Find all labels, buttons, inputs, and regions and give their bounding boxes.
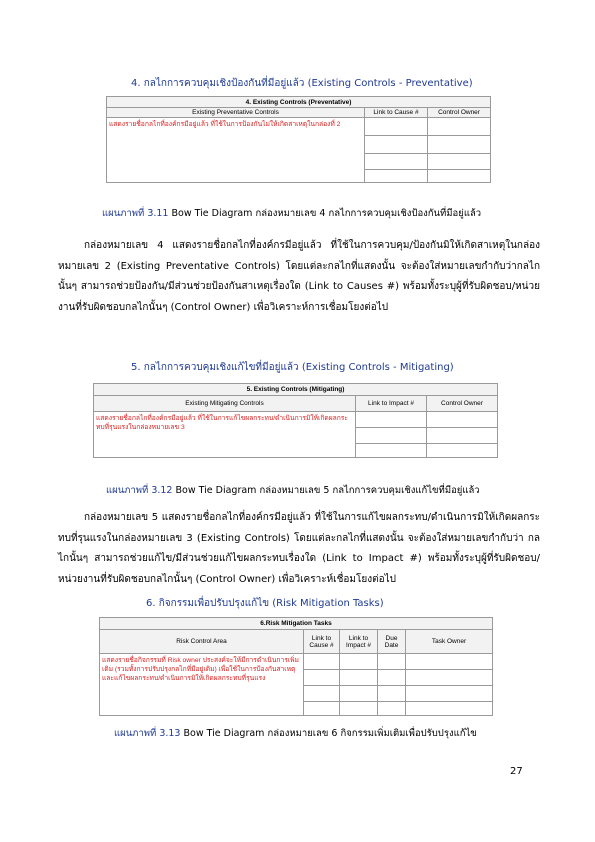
column-header: Existing Mitigating Controls xyxy=(94,396,356,412)
table-cell xyxy=(356,428,427,444)
column-header: Link to Impact # xyxy=(356,396,427,412)
column-header: Existing Preventative Controls xyxy=(107,108,365,118)
section-5-heading: 5. กลไกการควบคุมเชิงแก้ไขที่มีอยู่แล้ว (Existing Controls - Mitigating) xyxy=(131,362,454,373)
table-cell xyxy=(340,654,378,670)
existing-preventative-controls-table xyxy=(106,96,491,183)
table-cell xyxy=(427,412,498,428)
column-header: Control Owner xyxy=(427,396,498,412)
table-cell xyxy=(378,670,406,686)
paragraph-text: กล่องหมายเลข 5 แสดงรายชื่อกลไกที่องค์กรมีอยู่แล้ว ที่ใช้ในการแก้ไขผลกระทบ/ดำเนินการมิให้เกิดผลกระทบที่รุนแรงในกล่องหมายเลข 3 (Existing Controls) โดยแต่ละกลไกที่แสดงนั้น จะต้องใส่หมายเลขกำกับว่า กลไกนั้นๆ สามารถช่วยแก้ไข/มีส่วนช่วยแก้ไขผลกระทบเรื่องใด (Link to Impact #) พร้อมทั้งระบุผู้ที่รับผิดชอบ/หน่วยงานที่รับผิดชอบกลไกนั้นๆ (Control Owner) เพื่อวิเคราะห์เชื่อมโยงต่อไป xyxy=(58,512,540,585)
paragraph-box-5 xyxy=(58,508,540,590)
table-note: แสดงรายชื่อกลไกที่องค์กรมีอยู่แล้ว ที่ใช้ในการป้องกันไม่ให้เกิดสาเหตุในกล่องที่ 2 xyxy=(107,118,365,183)
caption-text: Bow Tie Diagram กล่องหมายเลข 6 กิจกรรมเพิ่มเติมเพื่อปรับปรุงแก้ไข xyxy=(183,728,477,739)
table-cell xyxy=(406,654,493,670)
table-title: 4. Existing Controls (Preventative) xyxy=(107,97,491,108)
table-cell xyxy=(406,670,493,686)
table-cell xyxy=(427,444,498,458)
table-cell xyxy=(428,170,491,183)
table-cell xyxy=(428,136,491,154)
risk-mitigation-tasks-table xyxy=(99,617,493,716)
page-number: 27 xyxy=(510,766,523,777)
table-cell xyxy=(406,702,493,716)
table-cell xyxy=(365,170,428,183)
table-cell xyxy=(427,428,498,444)
table-cell xyxy=(340,686,378,702)
table-cell xyxy=(378,702,406,716)
section-4-heading: 4. กลไกการควบคุมเชิงป้องกันที่มีอยู่แล้ว (Existing Controls - Preventative) xyxy=(131,78,473,89)
table-cell xyxy=(406,686,493,702)
table-cell xyxy=(304,654,340,670)
table-cell xyxy=(378,686,406,702)
caption-label: แผนภาพที่ 3.12 xyxy=(106,485,173,496)
table-cell xyxy=(340,702,378,716)
table-cell xyxy=(378,654,406,670)
column-header: Task Owner xyxy=(406,630,493,654)
figure-caption-3-12 xyxy=(106,483,480,498)
caption-label: แผนภาพที่ 3.13 xyxy=(114,728,181,739)
table-cell xyxy=(340,670,378,686)
caption-text: Bow Tie Diagram กล่องหมายเลข 5 กลไกการควบคุมเชิงแก้ไขที่มีอยู่แล้ว xyxy=(175,485,480,496)
table-cell xyxy=(365,136,428,154)
table-title: 5. Existing Controls (Mitigating) xyxy=(94,384,498,396)
caption-text: Bow Tie Diagram กล่องหมายเลข 4 กลไกการควบคุมเชิงป้องกันที่มีอยู่แล้ว xyxy=(171,208,482,219)
table-note: แสดงรายชื่อกิจกรรมที่ Risk owner ประสงค์จะให้มีการดำเนินการเพิ่มเติม (รวมทั้งการปรับปรุงกลไกที่มีอยู่เดิม) เพื่อใช้ในการป้องกันสาเหตุ และแก้ไขผลกระทบ/ดำเนินการมิให้เกิดผลกระทบที่รุนแรง xyxy=(100,654,304,716)
existing-mitigating-controls-table xyxy=(93,383,498,458)
table-cell xyxy=(304,670,340,686)
section-6-heading: 6. กิจกรรมเพื่อปรับปรุงแก้ไข (Risk Mitigation Tasks) xyxy=(146,598,384,609)
figure-caption-3-11 xyxy=(102,206,481,221)
column-header: Due Date xyxy=(378,630,406,654)
column-header: Control Owner xyxy=(428,108,491,118)
paragraph-text: กล่องหมายเลข 4 แสดงรายชื่อกลไกที่องค์กรมีอยู่แล้ว ที่ใช้ในการควบคุม/ป้องกันมิให้เกิดสาเหตุในกล่องหมายเลข 2 (Existing Preventative Controls) โดยแต่ละกลไกที่แสดงนั้น จะต้องใส่หมายเลขกำกับว่ากลไกนั้นๆ สามารถช่วยป้องกัน/มีส่วนช่วยป้องกันสาเหตุเรื่องใด (Link to Causes #) พร้อมทั้งระบุผู้ที่รับผิดชอบ/หน่วยงานที่รับผิดชอบกลไกนั้นๆ (Control Owner) เพื่อวิเคราะห์การเชื่อมโยงต่อไป xyxy=(58,240,540,313)
table-cell xyxy=(365,154,428,170)
table-cell xyxy=(428,154,491,170)
paragraph-box-4 xyxy=(58,236,540,318)
table-cell xyxy=(304,702,340,716)
table-cell xyxy=(365,118,428,136)
column-header: Link to Cause # xyxy=(365,108,428,118)
table-cell xyxy=(356,412,427,428)
table-cell xyxy=(428,118,491,136)
column-header: Risk Control Area xyxy=(100,630,304,654)
table-cell xyxy=(304,686,340,702)
table-title: 6.Risk Mitigation Tasks xyxy=(100,618,493,630)
caption-label: แผนภาพที่ 3.11 xyxy=(102,208,169,219)
figure-caption-3-13 xyxy=(114,726,477,741)
table-cell xyxy=(356,444,427,458)
column-header: Link to Cause # xyxy=(304,630,340,654)
table-note: แสดงรายชื่อกลไกที่องค์กรมีอยู่แล้ว ที่ใช้ในการแก้ไขผลกระทบ/ดำเนินการมิให้เกิดผลกระทบที่รุนแรงในกล่องหมายเลข 3 xyxy=(94,412,356,458)
column-header: Link to Impact # xyxy=(340,630,378,654)
